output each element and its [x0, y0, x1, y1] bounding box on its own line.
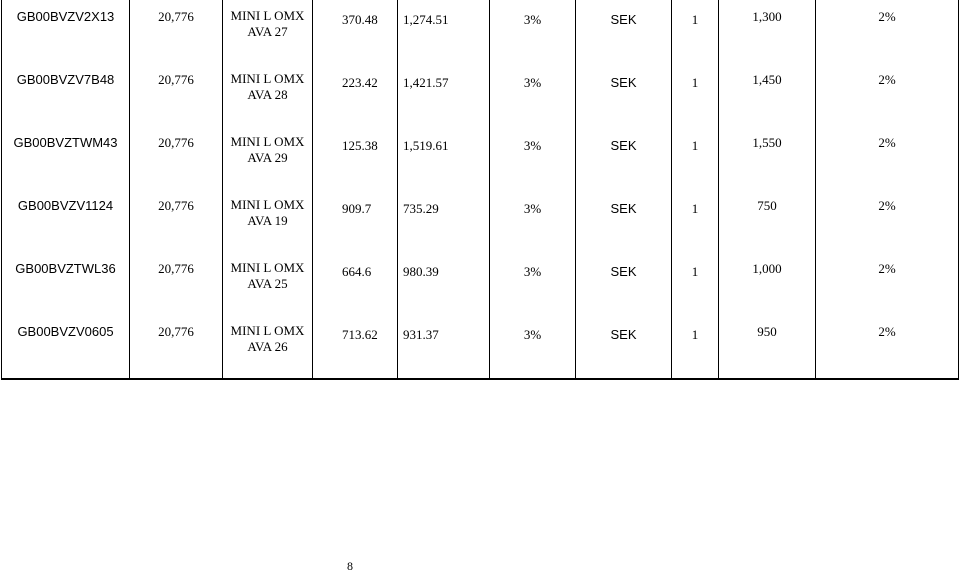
- underlying-text: MINI L OMX: [230, 197, 305, 212]
- underlying-text: MINI L OMX: [230, 260, 305, 275]
- ratio-cell: [672, 126, 719, 189]
- percent2-cell: [816, 126, 959, 189]
- amount-cell: [719, 315, 816, 379]
- underlying-cell: [223, 315, 313, 379]
- currency-text: SEK: [610, 264, 637, 279]
- ratio-cell: [672, 315, 719, 379]
- underlying-text: MINI L OMX: [230, 8, 305, 23]
- price-text: 664.6: [342, 264, 372, 279]
- page-number: 8: [347, 559, 353, 573]
- barrier-cell: [398, 315, 490, 379]
- amount-cell: [719, 0, 816, 63]
- barrier-text: 1,519.61: [403, 138, 449, 153]
- quantity-text: 20,776: [158, 9, 194, 24]
- amount-cell: [719, 63, 816, 126]
- ratio-text: 1: [691, 138, 699, 153]
- ratio-cell: [672, 63, 719, 126]
- table-row: [2, 126, 959, 189]
- isin-code-text: GB00BVZV0605: [17, 324, 114, 339]
- quantity-cell: [130, 0, 223, 63]
- underlying-text: MINI L OMX: [230, 323, 305, 338]
- quantity-text: 20,776: [158, 198, 194, 213]
- table-row: [2, 189, 959, 252]
- isin-code-text: GB00BVZV1124: [17, 198, 114, 213]
- isin-code-cell: [2, 189, 130, 252]
- currency-cell: [576, 252, 672, 315]
- amount-text: 1,550: [752, 135, 782, 150]
- ratio-text: 1: [691, 12, 699, 27]
- barrier-cell: [398, 0, 490, 63]
- percent2-cell: [816, 252, 959, 315]
- percent-text: 3%: [523, 75, 542, 90]
- table-row: [2, 315, 959, 379]
- ratio-cell: [672, 189, 719, 252]
- percent-text: 3%: [523, 201, 542, 216]
- isin-code-text: GB00BVZV2X13: [16, 9, 115, 24]
- underlying-cell: [223, 63, 313, 126]
- isin-code-cell: [2, 126, 130, 189]
- isin-code-cell: [2, 315, 130, 379]
- table-row: [2, 252, 959, 315]
- quantity-text: 20,776: [158, 72, 194, 87]
- percent2-text: 2%: [878, 72, 896, 87]
- underlying-cell: [223, 0, 313, 63]
- securities-table: [1, 0, 959, 380]
- price-text: 909.7: [342, 201, 372, 216]
- price-cell: [313, 126, 398, 189]
- barrier-text: 1,421.57: [403, 75, 449, 90]
- underlying-text: AVA 19: [247, 213, 288, 228]
- currency-text: SEK: [610, 201, 637, 216]
- currency-cell: [576, 63, 672, 126]
- currency-cell: [576, 189, 672, 252]
- percent-cell: [490, 0, 576, 63]
- table-row: [2, 0, 959, 63]
- percent2-text: 2%: [878, 9, 896, 24]
- percent-text: 3%: [523, 264, 542, 279]
- price-cell: [313, 63, 398, 126]
- amount-cell: [719, 126, 816, 189]
- isin-code-cell: [2, 63, 130, 126]
- currency-text: SEK: [610, 12, 637, 27]
- percent-cell: [490, 189, 576, 252]
- percent-text: 3%: [523, 327, 542, 342]
- amount-text: 950: [757, 324, 777, 339]
- underlying-cell: [223, 189, 313, 252]
- table-body: [2, 0, 959, 379]
- percent2-cell: [816, 189, 959, 252]
- quantity-cell: [130, 315, 223, 379]
- underlying-text: AVA 28: [247, 87, 288, 102]
- underlying-cell: [223, 252, 313, 315]
- price-cell: [313, 0, 398, 63]
- barrier-text: 1,274.51: [403, 12, 449, 27]
- price-text: 125.38: [342, 138, 378, 153]
- amount-text: 1,450: [752, 72, 782, 87]
- quantity-cell: [130, 189, 223, 252]
- isin-code-text: GB00BVZTWM43: [13, 135, 118, 150]
- amount-text: 1,000: [752, 261, 782, 276]
- price-text: 713.62: [342, 327, 378, 342]
- percent-cell: [490, 126, 576, 189]
- currency-cell: [576, 0, 672, 63]
- table-row: [2, 63, 959, 126]
- amount-cell: [719, 252, 816, 315]
- isin-code-text: GB00BVZTWL36: [15, 261, 116, 276]
- barrier-cell: [398, 189, 490, 252]
- price-cell: [313, 315, 398, 379]
- quantity-cell: [130, 126, 223, 189]
- currency-text: SEK: [610, 327, 637, 342]
- price-text: 370.48: [342, 12, 378, 27]
- ratio-cell: [672, 252, 719, 315]
- underlying-text: MINI L OMX: [230, 71, 305, 86]
- percent2-text: 2%: [878, 324, 896, 339]
- barrier-text: 980.39: [403, 264, 439, 279]
- underlying-cell: [223, 126, 313, 189]
- barrier-cell: [398, 252, 490, 315]
- quantity-text: 20,776: [158, 324, 194, 339]
- isin-code-cell: [2, 252, 130, 315]
- price-cell: [313, 252, 398, 315]
- percent-cell: [490, 252, 576, 315]
- barrier-cell: [398, 63, 490, 126]
- quantity-text: 20,776: [158, 261, 194, 276]
- price-text: 223.42: [342, 75, 378, 90]
- ratio-cell: [672, 0, 719, 63]
- amount-text: 750: [757, 198, 777, 213]
- underlying-text: AVA 27: [247, 24, 288, 39]
- barrier-text: 931.37: [403, 327, 439, 342]
- percent2-text: 2%: [878, 261, 896, 276]
- isin-code-cell: [2, 0, 130, 63]
- barrier-cell: [398, 126, 490, 189]
- currency-text: SEK: [610, 75, 637, 90]
- quantity-text: 20,776: [158, 135, 194, 150]
- percent-text: 3%: [523, 138, 542, 153]
- percent2-cell: [816, 63, 959, 126]
- percent2-cell: [816, 315, 959, 379]
- underlying-text: AVA 26: [247, 339, 288, 354]
- barrier-text: 735.29: [403, 201, 439, 216]
- percent2-cell: [816, 0, 959, 63]
- isin-code-text: GB00BVZV7B48: [16, 72, 115, 87]
- percent-cell: [490, 63, 576, 126]
- price-cell: [313, 189, 398, 252]
- currency-text: SEK: [610, 138, 637, 153]
- ratio-text: 1: [691, 75, 699, 90]
- ratio-text: 1: [691, 264, 699, 279]
- quantity-cell: [130, 252, 223, 315]
- underlying-text: MINI L OMX: [230, 134, 305, 149]
- underlying-text: AVA 29: [247, 150, 288, 165]
- underlying-text: AVA 25: [247, 276, 288, 291]
- ratio-text: 1: [691, 327, 699, 342]
- percent2-text: 2%: [878, 198, 896, 213]
- amount-text: 1,300: [752, 9, 782, 24]
- currency-cell: [576, 315, 672, 379]
- amount-cell: [719, 189, 816, 252]
- currency-cell: [576, 126, 672, 189]
- ratio-text: 1: [691, 201, 699, 216]
- quantity-cell: [130, 63, 223, 126]
- percent-text: 3%: [523, 12, 542, 27]
- percent-cell: [490, 315, 576, 379]
- percent2-text: 2%: [878, 135, 896, 150]
